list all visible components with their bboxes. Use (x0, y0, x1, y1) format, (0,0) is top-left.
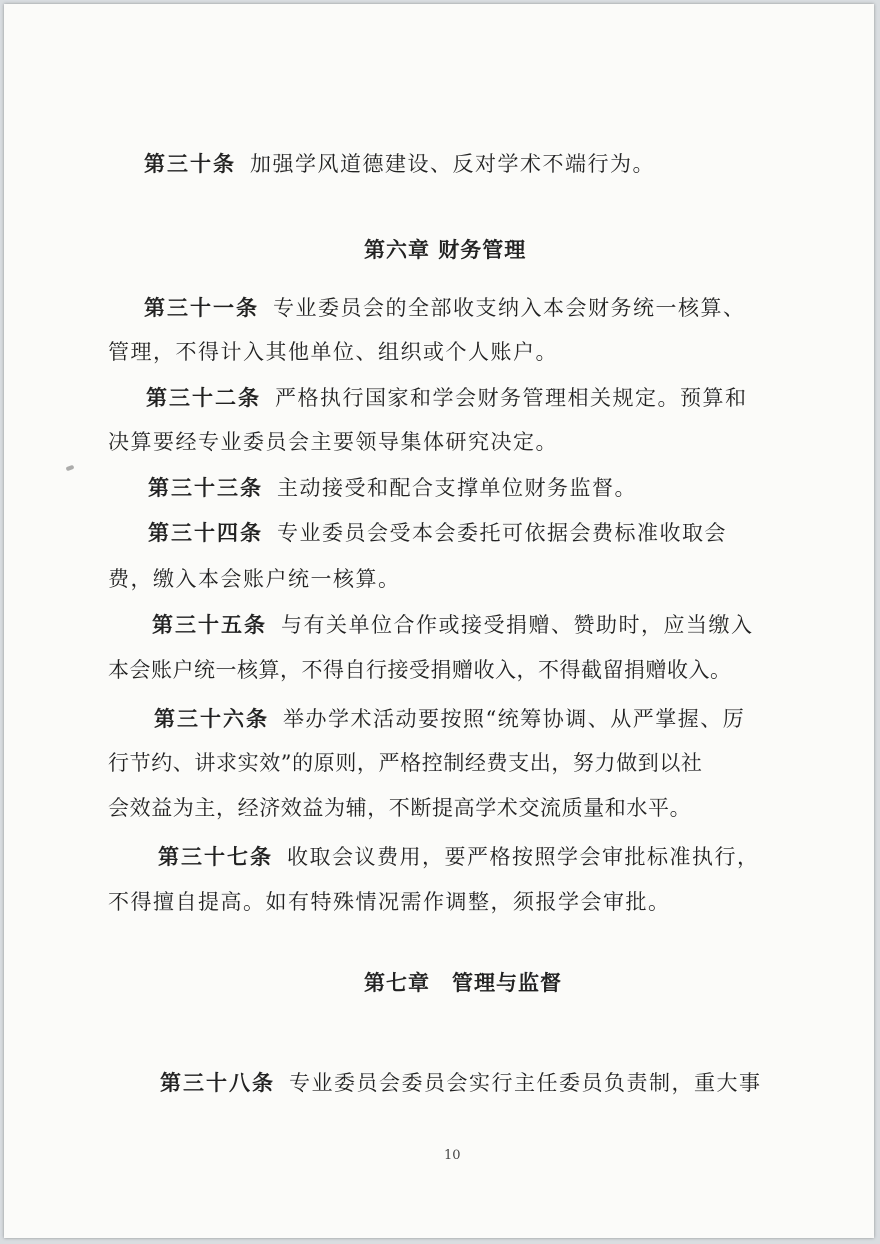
article-number: 第三十六条 (154, 707, 269, 731)
article-31 (144, 294, 746, 322)
article-text: 收取会议费用，要严格按照学会审批标准执行， (287, 845, 760, 869)
article-text: 专业委员会受本会委托可依据会费标准收取会 (277, 521, 727, 545)
article-33 (148, 474, 637, 502)
article-36 (154, 705, 745, 733)
article-37-line-2: 不得擅自提高。如有特殊情况需作调整，须报学会审批。 (108, 890, 671, 914)
article-number: 第三十一条 (144, 296, 259, 320)
article-text: 专业委员会委员会实行主任委员负责制，重大事 (289, 1071, 762, 1095)
article-32 (146, 384, 748, 412)
page-number: 10 (444, 1148, 461, 1163)
article-37 (158, 843, 760, 871)
article-text: 与有关单位合作或接受捐赠、赞助时，应当缴入 (281, 613, 754, 637)
article-36-line-2: 行节约、讲求实效”的原则，严格控制经费支出，努力做到以社 (108, 751, 703, 775)
article-number: 第三十条 (144, 152, 236, 176)
article-text: 加强学风道德建设、反对学术不端行为。 (250, 152, 655, 176)
article-36-line-3: 会效益为主，经济效益为辅，不断提高学术交流质量和水平。 (108, 796, 692, 820)
article-text: 举办学术活动要按照“统筹协调、从严掌握、厉 (283, 707, 746, 731)
article-35-line-2: 本会账户统一核算，不得自行接受捐赠收入，不得截留捐赠收入。 (108, 658, 732, 682)
scan-smudge (66, 465, 75, 471)
article-number: 第三十二条 (146, 386, 261, 410)
document-page (4, 4, 874, 1238)
chapter-6-heading: 第六章 财务管理 (364, 238, 527, 262)
article-30 (144, 150, 655, 178)
article-number: 第三十四条 (148, 521, 263, 545)
article-number: 第三十三条 (148, 476, 263, 500)
article-34-line-2: 费，缴入本会账户统一核算。 (108, 567, 401, 591)
article-38 (160, 1069, 762, 1097)
article-text: 严格执行国家和学会财务管理相关规定。预算和 (275, 386, 748, 410)
article-34 (148, 519, 727, 547)
article-number: 第三十七条 (158, 845, 273, 869)
article-number: 第三十五条 (152, 613, 267, 637)
article-32-line-2: 决算要经专业委员会主要领导集体研究决定。 (108, 430, 558, 454)
chapter-7-heading: 第七章 管理与监督 (364, 971, 562, 995)
article-31-line-2: 管理，不得计入其他单位、组织或个人账户。 (108, 340, 558, 364)
article-text: 主动接受和配合支撑单位财务监督。 (277, 476, 637, 500)
article-number: 第三十八条 (160, 1071, 275, 1095)
article-35 (152, 611, 754, 639)
article-text: 专业委员会的全部收支纳入本会财务统一核算、 (273, 296, 746, 320)
